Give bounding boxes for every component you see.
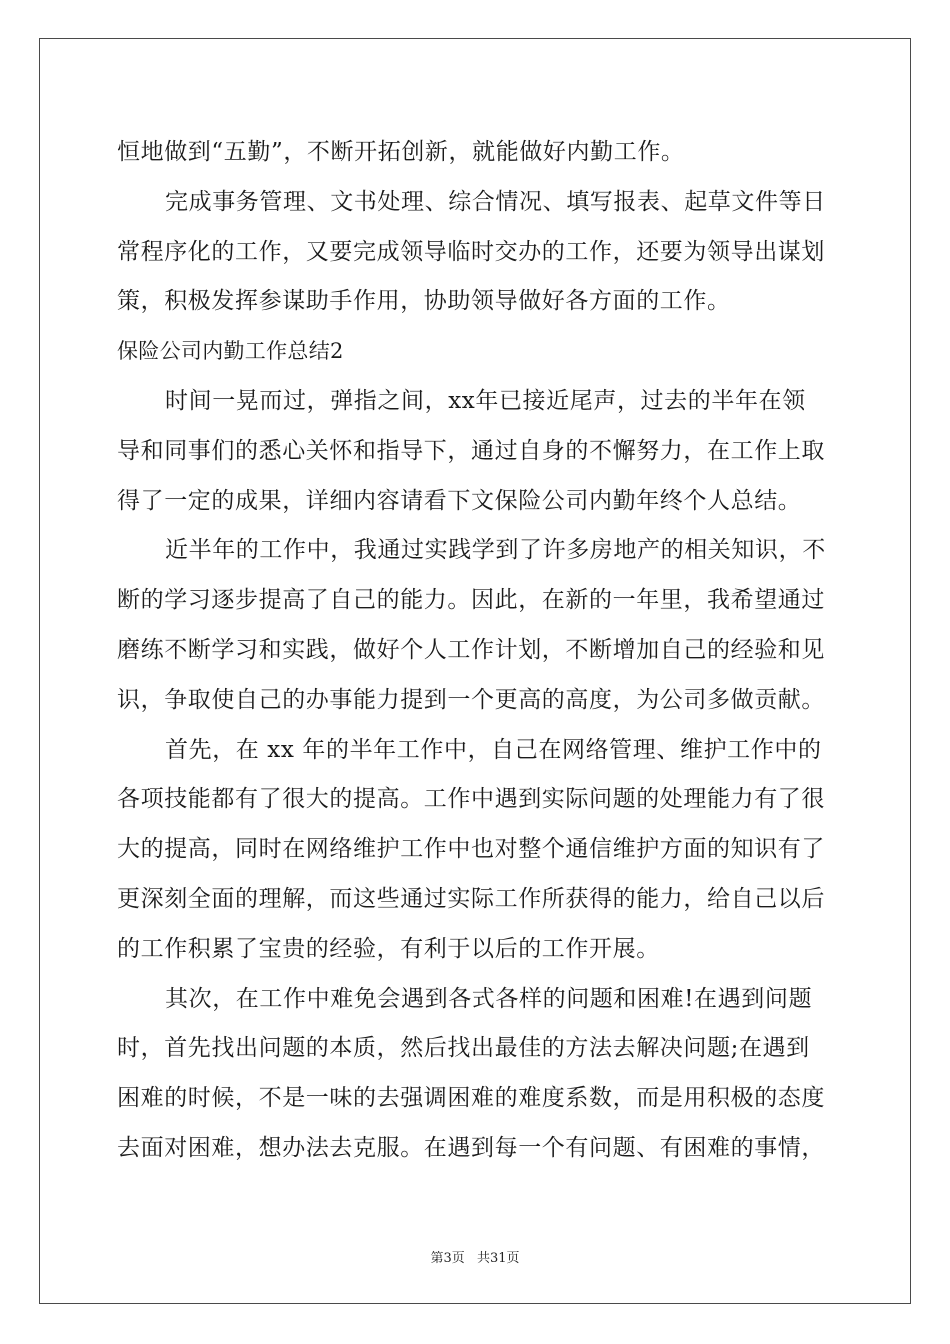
page-footer: [0, 1247, 950, 1266]
current-page-number: 第3页: [430, 1251, 465, 1266]
text-line: 磨练不断学习和实践，做好个人工作计划，不断增加自己的经验和见: [117, 636, 825, 663]
document-body: [117, 128, 837, 1174]
text-line: 导和同事们的悉心关怀和指导下，通过自身的不懈努力，在工作上取: [117, 437, 825, 464]
text-line: 大的提高，同时在网络维护工作中也对整个通信维护方面的知识有了: [117, 836, 825, 863]
text-line: 常程序化的工作，又要完成领导临时交办的工作，还要为领导出谋划: [117, 238, 825, 265]
text-line: 的工作积累了宝贵的经验，有利于以后的工作开展。: [117, 935, 660, 962]
total-pages: 共31页: [476, 1251, 520, 1266]
paragraph-start-line: 首先，在 xx 年的半年工作中，自己在网络管理、维护工作中的: [165, 736, 822, 763]
text-line: 时，首先找出问题的本质，然后找出最佳的方法去解决问题;在遇到: [117, 1035, 810, 1062]
text-line: 更深刻全面的理解，而这些通过实际工作所获得的能力，给自己以后: [117, 885, 825, 912]
section-heading: 保险公司内勤工作总结2: [117, 339, 344, 364]
paragraph-start-line: 近半年的工作中，我通过实践学到了许多房地产的相关知识，不: [165, 537, 826, 564]
text-line: 策，积极发挥参谋助手作用，协助领导做好各方面的工作。: [117, 288, 731, 315]
text-line: 恒地做到“五勤”，不断开拓创新，就能做好内勤工作。: [117, 139, 685, 165]
text-line: 困难的时候，不是一味的去强调困难的难度系数，而是用积极的态度: [117, 1085, 825, 1112]
text-line: 去面对困难，想办法去克服。在遇到每一个有问题、有困难的事情，: [117, 1134, 825, 1161]
text-line: 各项技能都有了很大的提高。工作中遇到实际问题的处理能力有了很: [117, 786, 825, 813]
text-line: 得了一定的成果，详细内容请看下文保险公司内勤年终个人总结。: [117, 487, 802, 514]
paragraph-start-line: 完成事务管理、文书处理、综合情况、填写报表、起草文件等日: [165, 188, 826, 215]
paragraph-start-line: 时间一晃而过，弹指之间，xx年已接近尾声，过去的半年在领: [165, 387, 806, 414]
text-line: 识，争取使自己的办事能力提到一个更高的高度，为公司多做贡献。: [117, 686, 825, 713]
text-line: 断的学习逐步提高了自己的能力。因此，在新的一年里，我希望通过: [117, 587, 825, 614]
paragraph-start-line: 其次，在工作中难免会遇到各式各样的问题和困难!在遇到问题: [165, 985, 813, 1012]
